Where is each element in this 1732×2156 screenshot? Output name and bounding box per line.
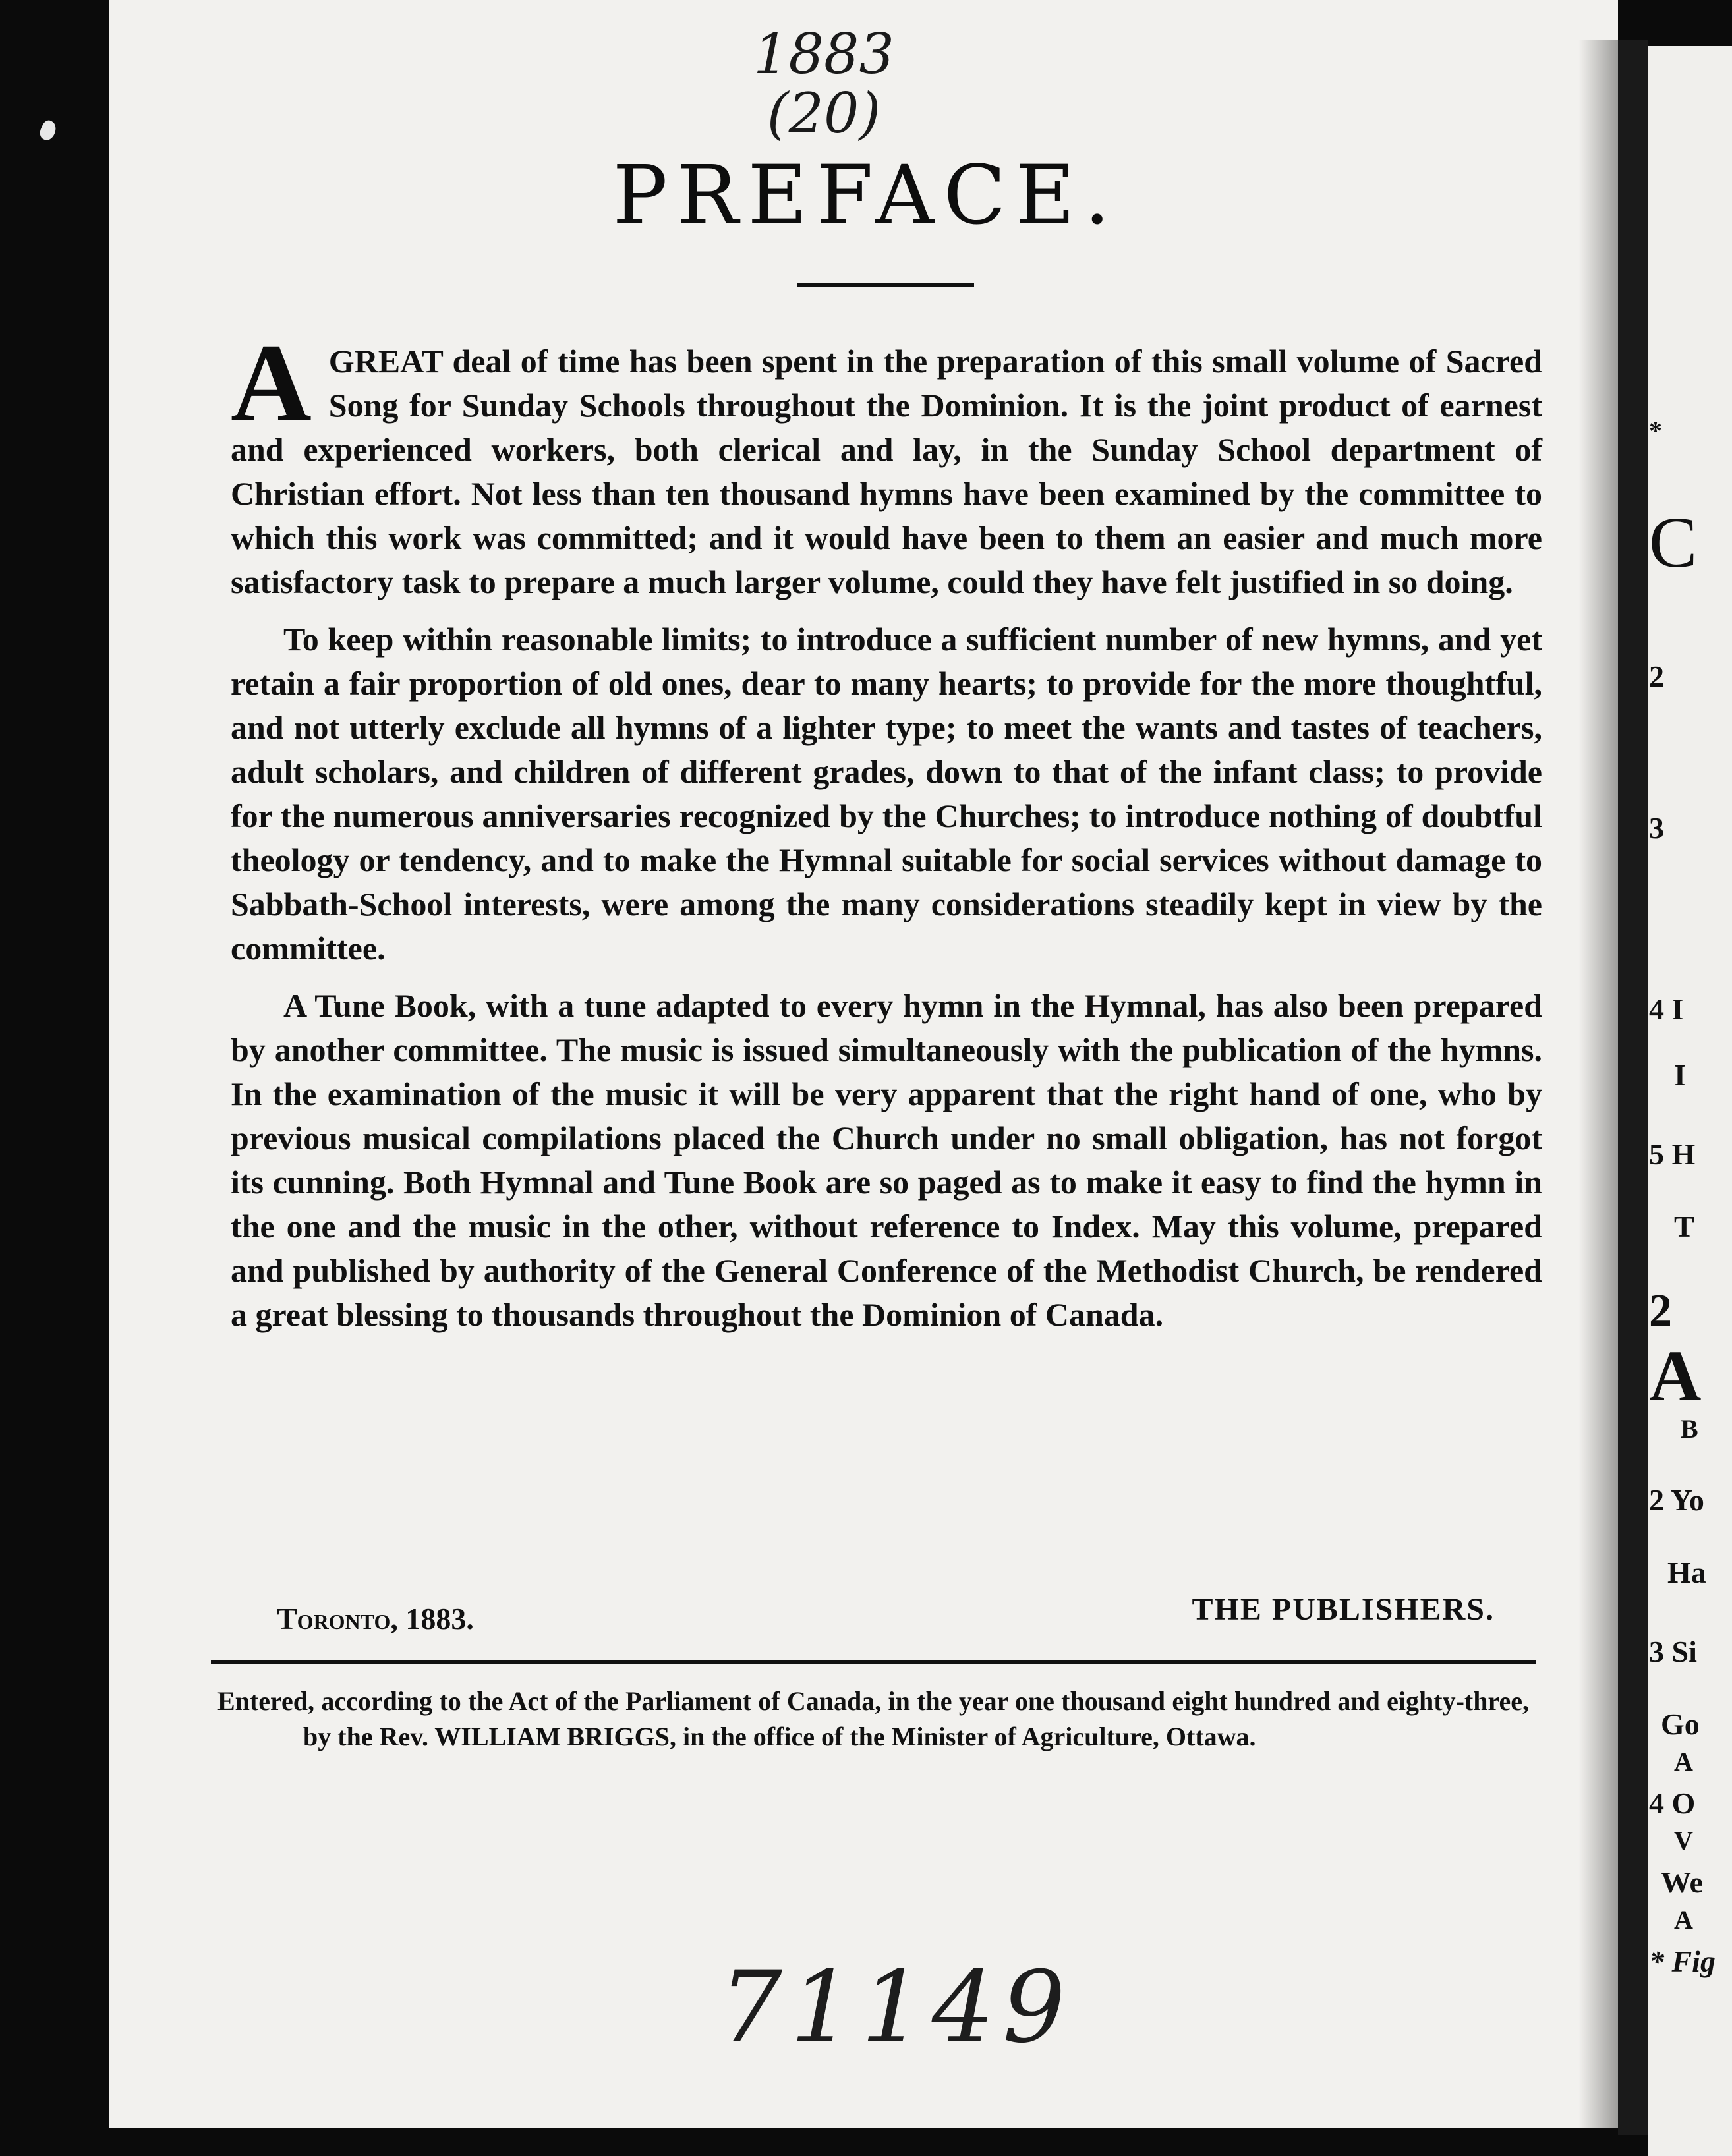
adjacent-page-fragment: 4 I	[1649, 992, 1684, 1026]
adjacent-page-fragment: 3	[1649, 811, 1664, 845]
handwritten-year: 1883	[753, 22, 894, 86]
adjacent-page-fragment: 3 Si	[1649, 1635, 1697, 1668]
adjacent-page-fragment: *	[1649, 416, 1662, 445]
place-date: Toronto, 1883.	[277, 1602, 474, 1635]
adjacent-page-fragment: A	[1649, 1336, 1702, 1416]
handwritten-number: (20)	[766, 81, 881, 146]
page-title: PREFACE.	[612, 148, 1120, 243]
adjacent-page-fragment: B	[1681, 1414, 1698, 1444]
adjacent-page-fragment: Go	[1661, 1707, 1700, 1741]
adjacent-page-fragment: 2	[1649, 1286, 1672, 1336]
preface-paragraph: To keep within reasonable limits; to introduce a sufficient number of new hymns, and yet retain a fair proportion of old ones, dear to many hearts; to provide for the more thoughtful, and not utterly exclude all hymns of a lighter type; to meet the wants and tastes of teachers, adult scholars, and children of different grades, down to that of the infant class; to provide for the numerous anniversaries recognized by the Churches; to introduce nothing of doubtful theology or tendency, and to make the Hymnal suitable for social services without damage to Sabbath-School interests, were among the many considerations steadily kept in view by the committee.	[231, 621, 1542, 967]
drop-cap: A	[231, 321, 312, 445]
adjacent-page-fragment: 4 O	[1649, 1786, 1696, 1820]
adjacent-page-fragment: A	[1674, 1747, 1693, 1776]
preface-body	[231, 321, 1542, 1337]
adjacent-page-fragment: 2 Yo	[1649, 1483, 1704, 1517]
adjacent-page-fragment: 2	[1649, 660, 1664, 693]
preface-paragraph	[231, 321, 1542, 604]
handwritten-catalog-number: 71149	[719, 1950, 1074, 2065]
adjacent-page-fragment: A	[1674, 1905, 1693, 1935]
adjacent-page-fragment: T	[1674, 1210, 1694, 1243]
signature: THE PUBLISHERS.	[1192, 1592, 1495, 1627]
preface-paragraph-text: GREAT deal of time has been spent in the preparation of this small volume of Sacred Song for Sunday Schools throughout the Dominion. It is the joint product of earnest and experienced workers, both clerical and lay, in the Sunday School department of Christian effort. Not less than ten thousand hymns have been examined by the committee to which this work was committed; and it would have been to them an easier and much more satisfactory task to prepare a much larger volume, could they have felt justified in so doing.	[231, 343, 1542, 600]
adjacent-page-fragment: * Fig	[1649, 1944, 1716, 1978]
adjacent-page-fragment: I	[1674, 1058, 1686, 1092]
adjacent-page-fragment: Ha	[1667, 1556, 1706, 1589]
adjacent-page-fragment: We	[1661, 1865, 1703, 1899]
copyright-notice: Entered, according to the Act of the Parliament of Canada, in the year one thousand eight hundred and eighty-three, by the Rev. WILLIAM BRIGGS, in the office of the Minister of Agriculture, Ottawa.	[217, 1686, 1529, 1751]
preface-paragraph: A Tune Book, with a tune adapted to every hymn in the Hymnal, has also been prepared by another committee. The music is issued simultaneously with the publication of the hymns. In the examination of the music it will be very apparent that the right hand of one, who by previous musical compilations placed the Church under no small obligation, has not forgot its cunning. Both Hymnal and Tune Book are so paged as to make it easy to find the hymn in the one and the music in the other, without reference to Index. May this volume, prepared and published by authority of the General Conference of the Methodist Church, be rendered a great blessing to thousands throughout the Dominion of Canada.	[231, 987, 1542, 1333]
title-rule	[797, 283, 974, 287]
adjacent-page-fragment: V	[1674, 1826, 1693, 1856]
page-gutter-shadow	[1578, 40, 1618, 2128]
footer-rule	[211, 1660, 1536, 1664]
adjacent-page-fragment: 5 H	[1649, 1137, 1696, 1171]
dust-speck	[38, 119, 59, 142]
adjacent-page-fragment: C	[1649, 502, 1698, 582]
book-spine	[1618, 40, 1648, 2135]
adjacent-page	[1648, 46, 1732, 2156]
